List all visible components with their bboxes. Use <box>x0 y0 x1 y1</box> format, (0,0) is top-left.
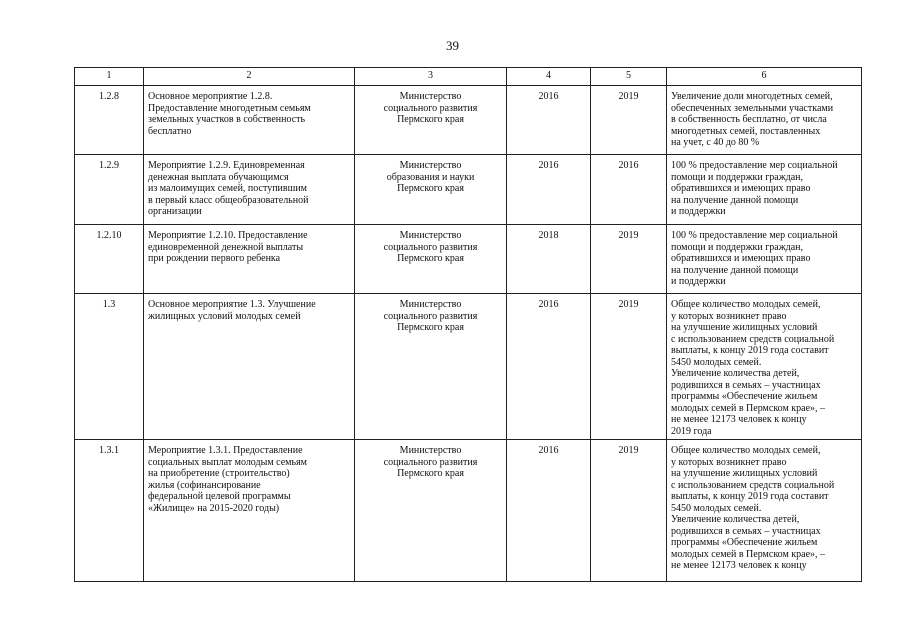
header-cell-2: 2 <box>144 68 355 86</box>
text-line: 5450 молодых семей. <box>671 502 762 514</box>
text-line: федеральной целевой программы <box>148 491 291 502</box>
text-line: «Жилище» на 2015-2020 годы) <box>148 502 280 514</box>
text-line: в собственность бесплатно, от числа <box>671 114 827 125</box>
text-line: Пермского края <box>397 468 464 479</box>
text-line: у которых возникнет право <box>671 310 787 322</box>
table-header-row <box>75 68 862 86</box>
text-line: единовременной денежной выплаты <box>148 241 304 253</box>
text-line: Пермского края <box>397 253 464 264</box>
text-line: с использованием средств социальной <box>671 333 835 345</box>
text-line: социального развития <box>383 102 478 114</box>
activity-name <box>144 440 355 582</box>
start-year: 2016 <box>507 294 591 440</box>
text-line: помощи и поддержки граждан, <box>671 241 804 253</box>
text-line: на улучшение жилищных условий <box>671 322 818 333</box>
expected-result <box>667 440 862 582</box>
page-number: 39 <box>446 38 459 53</box>
text-line: Общее количество молодых семей, <box>671 299 821 310</box>
text-line: Пермского края <box>397 322 464 333</box>
text-line: Увеличение доли многодетных семей, <box>671 91 833 102</box>
end-year: 2019 <box>591 294 667 440</box>
text-line: Предоставление многодетным семьям <box>148 102 311 114</box>
text-line: на улучшение жилищных условий <box>671 468 818 479</box>
text-line: образования и науки <box>386 171 475 183</box>
row-number: 1.2.10 <box>75 225 144 294</box>
text-line: выплаты, к концу 2019 года составит <box>671 345 829 356</box>
text-line: у которых возникнет право <box>671 456 787 468</box>
text-line: на приобретение (строительство) <box>148 468 290 479</box>
executor <box>355 225 507 294</box>
text-line: на получение данной помощи <box>671 194 799 206</box>
start-year: 2018 <box>507 225 591 294</box>
end-year: 2019 <box>591 86 667 155</box>
text-line: родившихся в семьях – участницах <box>671 525 821 537</box>
text-line: Увеличение количества детей, <box>671 514 800 525</box>
text-line: 5450 молодых семей. <box>671 356 762 368</box>
row-number: 1.2.9 <box>75 155 144 225</box>
header-cell-3: 3 <box>355 68 507 86</box>
table-row <box>75 155 862 225</box>
text-line: социальных выплат молодым семьям <box>148 456 307 468</box>
executor <box>355 86 507 155</box>
executor <box>355 294 507 440</box>
text-line: в первый класс общеобразовательной <box>148 194 309 206</box>
text-line: обеспеченных земельными участками <box>671 102 834 114</box>
text-line: Пермского края <box>397 114 464 125</box>
activity-name <box>144 225 355 294</box>
text-line: родившихся в семьях – участницах <box>671 379 821 391</box>
text-line: из малоимущих семей, поступившим <box>148 183 308 194</box>
header-cell-6: 6 <box>667 68 862 86</box>
text-line: 2019 года <box>671 425 712 437</box>
text-line: Мероприятие 1.2.9. Единовременная <box>148 160 305 171</box>
text-line: программы «Обеспечение жильем <box>671 537 818 548</box>
text-line: на получение данной помощи <box>671 264 799 276</box>
row-number: 1.3.1 <box>75 440 144 582</box>
text-line: Основное мероприятие 1.2.8. <box>148 91 273 102</box>
activity-name <box>144 86 355 155</box>
text-line: Общее количество молодых семей, <box>671 445 821 456</box>
text-line: не менее 12173 человек к концу <box>671 560 807 571</box>
text-line: Увеличение количества детей, <box>671 368 800 379</box>
text-line: 100 % предоставление мер социальной <box>671 160 838 171</box>
text-line: социального развития <box>383 310 478 322</box>
text-line: молодых семей в Пермском крае», – <box>671 548 826 560</box>
expected-result <box>667 86 862 155</box>
text-line: Министерство <box>399 160 462 171</box>
expected-result <box>667 225 862 294</box>
start-year: 2016 <box>507 86 591 155</box>
text-line: Пермского края <box>397 183 464 194</box>
text-line: и поддержки <box>671 206 726 217</box>
text-line: и поддержки <box>671 276 726 287</box>
text-line: социального развития <box>383 456 478 468</box>
text-line: на учет, с 40 до 80 % <box>671 137 760 148</box>
text-line: молодых семей в Пермском крае», – <box>671 402 826 414</box>
text-line: обратившихся и имеющих право <box>671 253 811 264</box>
end-year: 2019 <box>591 225 667 294</box>
text-line: денежная выплата обучающимся <box>148 171 289 183</box>
text-line: бесплатно <box>148 125 192 137</box>
row-number: 1.2.8 <box>75 86 144 155</box>
text-line: земельных участков в собственность <box>148 114 306 125</box>
activity-name <box>144 294 355 440</box>
text-line: жилья (софинансирование <box>148 479 261 491</box>
text-line: многодетных семей, поставленных <box>671 125 821 137</box>
text-line: помощи и поддержки граждан, <box>671 171 804 183</box>
text-line: жилищных условий молодых семей <box>148 310 301 322</box>
start-year: 2016 <box>507 155 591 225</box>
end-year: 2019 <box>591 440 667 582</box>
text-line: Мероприятие 1.3.1. Предоставление <box>148 445 303 456</box>
text-line: Основное мероприятие 1.3. Улучшение <box>148 299 316 310</box>
activity-name <box>144 155 355 225</box>
program-table <box>74 67 862 582</box>
start-year: 2016 <box>507 440 591 582</box>
text-line: Министерство <box>399 445 462 456</box>
text-line: не менее 12173 человек к концу <box>671 414 807 425</box>
table-row <box>75 225 862 294</box>
text-line: программы «Обеспечение жильем <box>671 391 818 402</box>
executor <box>355 440 507 582</box>
text-line: Министерство <box>399 299 462 310</box>
table-row <box>75 86 862 155</box>
row-number: 1.3 <box>75 294 144 440</box>
text-line: с использованием средств социальной <box>671 479 835 491</box>
end-year: 2016 <box>591 155 667 225</box>
text-line: Мероприятие 1.2.10. Предоставление <box>148 230 308 241</box>
table-row <box>75 440 862 582</box>
header-cell-5: 5 <box>591 68 667 86</box>
expected-result <box>667 155 862 225</box>
text-line: социального развития <box>383 241 478 253</box>
header-cell-4: 4 <box>507 68 591 86</box>
executor <box>355 155 507 225</box>
header-cell-1: 1 <box>75 68 144 86</box>
table-row <box>75 294 862 440</box>
text-line: Министерство <box>399 91 462 102</box>
text-line: Министерство <box>399 230 462 241</box>
text-line: организации <box>148 206 202 217</box>
text-line: выплаты, к концу 2019 года составит <box>671 491 829 502</box>
text-line: при рождении первого ребенка <box>148 253 281 264</box>
text-line: 100 % предоставление мер социальной <box>671 230 838 241</box>
expected-result <box>667 294 862 440</box>
text-line: обратившихся и имеющих право <box>671 183 811 194</box>
